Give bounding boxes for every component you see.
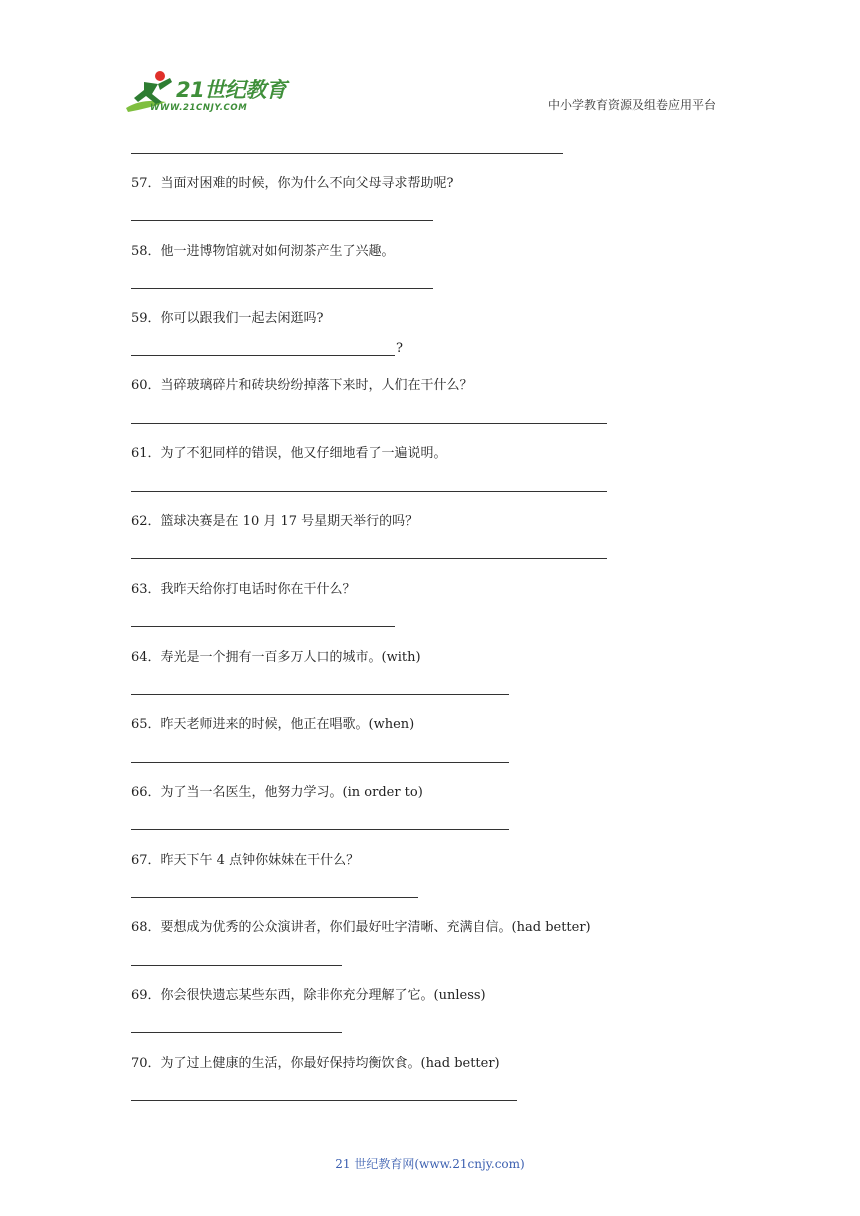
answer-line-63[interactable] [131,626,395,627]
question-65: 65．昨天老师进来的时候，他正在唱歌。(when) [131,717,415,732]
answer-line-60[interactable] [131,423,607,424]
answer-line-68[interactable] [131,965,342,966]
question-69: 69．你会很快遗忘某些东西，除非你充分理解了它。(unless) [131,988,486,1003]
question-61: 61．为了不犯同样的错误，他又仔细地看了一遍说明。 [131,446,447,461]
platform-name: 中小学教育资源及组卷应用平台 [548,98,717,112]
question-67: 67．昨天下午 4 点钟你妹妹在干什么？ [131,853,360,868]
question-58: 58．他一进博物馆就对如何沏茶产生了兴趣。 [131,244,395,259]
question-57: 57．当面对困难的时候，你为什么不向父母寻求帮助呢? [131,176,454,191]
footer-text: 21 世纪教育网(www.21cnjy.com) [335,1157,525,1171]
answer-line-70[interactable] [131,1100,517,1101]
answer-line-64[interactable] [131,694,509,695]
answer-line-62[interactable] [131,558,607,559]
question-64: 64．寿光是一个拥有一百多万人口的城市。(with) [131,650,421,665]
answer-line [131,153,563,154]
question-62: 62．篮球决赛是在 10 月 17 号星期天举行的吗？ [131,514,419,529]
answer-line-57[interactable] [131,220,433,221]
logo-subtext: WWW.21CNJY.COM [150,103,248,113]
answer-line-61[interactable] [131,491,607,492]
question-59: 59．你可以跟我们一起去闲逛吗? [131,311,324,326]
question-63: 63．我昨天给你打电话时你在干什么？ [131,582,356,597]
logo-text: 21世纪教育 [176,78,287,102]
answer-line-66[interactable] [131,829,509,830]
question-68: 68．要想成为优秀的公众演讲者，你们最好吐字清晰、充满自信。(had better) [131,920,591,935]
answer-line-69[interactable] [131,1032,342,1033]
answer-line-67[interactable] [131,897,418,898]
question-mark: ? [396,341,403,356]
question-66: 66．为了当一名医生，他努力学习。(in order to) [131,785,423,800]
answer-line-65[interactable] [131,762,509,763]
answer-line-59[interactable] [131,355,395,356]
answer-line-58[interactable] [131,288,433,289]
site-logo [122,68,292,116]
question-70: 70．为了过上健康的生活，你最好保持均衡饮食。(had better) [131,1056,500,1071]
question-60: 60．当碎玻璃碎片和砖块纷纷掉落下来时，人们在干什么？ [131,378,473,393]
